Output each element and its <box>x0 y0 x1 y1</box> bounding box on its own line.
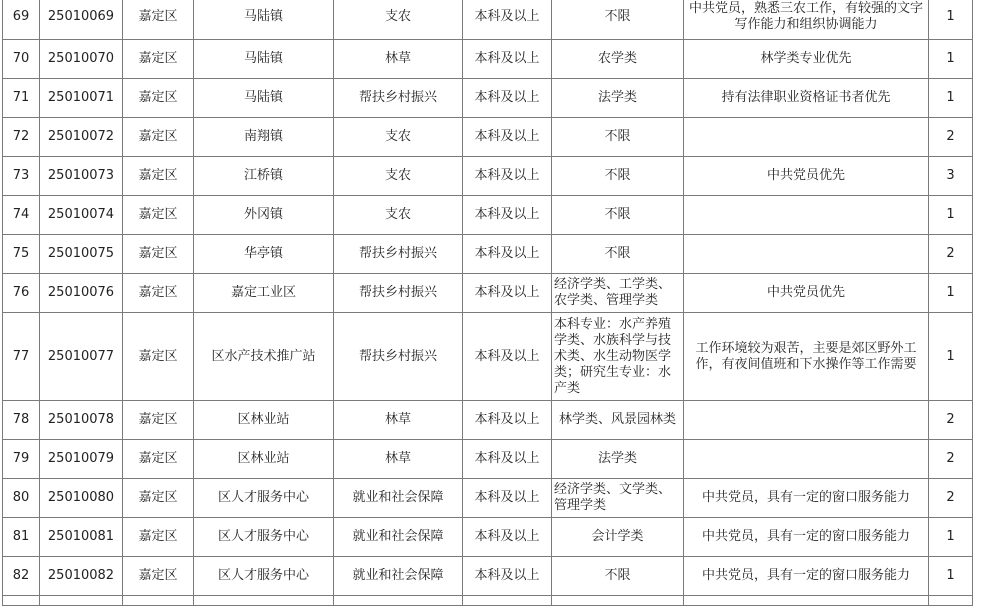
headcount-cell: 1 <box>929 0 973 40</box>
district-cell: 嘉定区 <box>123 479 194 518</box>
district-cell: 嘉定区 <box>123 118 194 157</box>
district-cell: 嘉定区 <box>123 0 194 40</box>
headcount-cell: 1 <box>929 274 973 313</box>
education-cell: 本科及以上 <box>463 401 552 440</box>
education-cell: 本科及以上 <box>463 313 552 401</box>
headcount-cell: 1 <box>929 196 973 235</box>
row-number-cell: 69 <box>3 0 40 40</box>
major-cell: 不限 <box>552 0 684 40</box>
headcount-cell: 3 <box>929 157 973 196</box>
major-cell: 经济学类、工学类、农学类、管理学类 <box>552 274 684 313</box>
position-code-cell: 25010079 <box>40 440 123 479</box>
table-row <box>3 440 973 479</box>
row-number-cell: 75 <box>3 235 40 274</box>
headcount-cell: 2 <box>929 440 973 479</box>
unit-name-cell: 区人才服务中心 <box>194 518 334 557</box>
row-number-cell: 72 <box>3 118 40 157</box>
headcount-cell: 1 <box>929 313 973 401</box>
position-type-cell: 支农 <box>334 0 463 40</box>
requirements-cell: 中共党员，熟悉三农工作，有较强的文字写作能力和组织协调能力 <box>684 0 929 40</box>
position-table <box>2 0 973 606</box>
major-cell: 本科专业：水产养殖学类、水族科学与技术类、水生动物医学类；研究生专业：水产类 <box>552 313 684 401</box>
row-number-cell: 79 <box>3 440 40 479</box>
empty-cell <box>3 596 40 606</box>
position-code-cell: 25010078 <box>40 401 123 440</box>
empty-cell <box>552 596 684 606</box>
major-cell: 不限 <box>552 157 684 196</box>
requirements-cell: 林学类专业优先 <box>684 40 929 79</box>
position-code-cell: 25010069 <box>40 0 123 40</box>
headcount-cell: 1 <box>929 79 973 118</box>
table-row <box>3 40 973 79</box>
unit-name-cell: 华亭镇 <box>194 235 334 274</box>
position-type-cell: 支农 <box>334 118 463 157</box>
unit-name-cell: 外冈镇 <box>194 196 334 235</box>
position-code-cell: 25010073 <box>40 157 123 196</box>
position-code-cell: 25010081 <box>40 518 123 557</box>
district-cell: 嘉定区 <box>123 157 194 196</box>
major-cell: 不限 <box>552 118 684 157</box>
requirements-cell <box>684 196 929 235</box>
position-type-cell: 林草 <box>334 401 463 440</box>
empty-cell <box>194 596 334 606</box>
table-body <box>3 0 973 606</box>
requirements-cell: 中共党员，具有一定的窗口服务能力 <box>684 479 929 518</box>
education-cell: 本科及以上 <box>463 274 552 313</box>
headcount-cell: 1 <box>929 518 973 557</box>
table-row <box>3 235 973 274</box>
headcount-cell: 2 <box>929 479 973 518</box>
table-row <box>3 557 973 596</box>
position-type-cell: 帮扶乡村振兴 <box>334 235 463 274</box>
education-cell: 本科及以上 <box>463 118 552 157</box>
district-cell: 嘉定区 <box>123 79 194 118</box>
table-row <box>3 118 973 157</box>
unit-name-cell: 马陆镇 <box>194 40 334 79</box>
district-cell: 嘉定区 <box>123 401 194 440</box>
row-number-cell: 82 <box>3 557 40 596</box>
district-cell: 嘉定区 <box>123 196 194 235</box>
position-type-cell: 林草 <box>334 440 463 479</box>
table-row <box>3 79 973 118</box>
unit-name-cell: 区林业站 <box>194 401 334 440</box>
district-cell: 嘉定区 <box>123 440 194 479</box>
position-code-cell: 25010071 <box>40 79 123 118</box>
row-number-cell: 78 <box>3 401 40 440</box>
empty-cell <box>40 596 123 606</box>
table-row <box>3 518 973 557</box>
row-number-cell: 74 <box>3 196 40 235</box>
major-cell: 经济学类、文学类、管理学类 <box>552 479 684 518</box>
education-cell: 本科及以上 <box>463 440 552 479</box>
district-cell: 嘉定区 <box>123 518 194 557</box>
education-cell: 本科及以上 <box>463 518 552 557</box>
position-type-cell: 支农 <box>334 196 463 235</box>
unit-name-cell: 南翔镇 <box>194 118 334 157</box>
headcount-cell: 2 <box>929 118 973 157</box>
education-cell: 本科及以上 <box>463 557 552 596</box>
table-row <box>3 157 973 196</box>
major-cell: 农学类 <box>552 40 684 79</box>
position-code-cell: 25010075 <box>40 235 123 274</box>
position-type-cell: 帮扶乡村振兴 <box>334 274 463 313</box>
education-cell: 本科及以上 <box>463 235 552 274</box>
position-code-cell: 25010074 <box>40 196 123 235</box>
education-cell: 本科及以上 <box>463 479 552 518</box>
requirements-cell <box>684 235 929 274</box>
major-cell: 林学类、风景园林类 <box>552 401 684 440</box>
empty-cell <box>929 596 973 606</box>
headcount-cell: 2 <box>929 401 973 440</box>
requirements-cell: 中共党员，具有一定的窗口服务能力 <box>684 557 929 596</box>
empty-cell <box>463 596 552 606</box>
requirements-cell <box>684 401 929 440</box>
position-type-cell: 帮扶乡村振兴 <box>334 313 463 401</box>
unit-name-cell: 江桥镇 <box>194 157 334 196</box>
education-cell: 本科及以上 <box>463 157 552 196</box>
district-cell: 嘉定区 <box>123 235 194 274</box>
major-cell: 不限 <box>552 557 684 596</box>
requirements-cell <box>684 118 929 157</box>
position-type-cell: 林草 <box>334 40 463 79</box>
requirements-cell <box>684 440 929 479</box>
district-cell: 嘉定区 <box>123 40 194 79</box>
unit-name-cell: 嘉定工业区 <box>194 274 334 313</box>
position-code-cell: 25010082 <box>40 557 123 596</box>
row-number-cell: 71 <box>3 79 40 118</box>
empty-cell <box>334 596 463 606</box>
table-row <box>3 313 973 401</box>
table-row <box>3 196 973 235</box>
requirements-cell: 工作环境较为艰苦，主要是郊区野外工作，有夜间值班和下水操作等工作需要 <box>684 313 929 401</box>
unit-name-cell: 区人才服务中心 <box>194 479 334 518</box>
unit-name-cell: 马陆镇 <box>194 0 334 40</box>
major-cell: 不限 <box>552 235 684 274</box>
major-cell: 会计学类 <box>552 518 684 557</box>
district-cell: 嘉定区 <box>123 313 194 401</box>
position-code-cell: 25010072 <box>40 118 123 157</box>
education-cell: 本科及以上 <box>463 196 552 235</box>
position-type-cell: 支农 <box>334 157 463 196</box>
education-cell: 本科及以上 <box>463 40 552 79</box>
row-number-cell: 80 <box>3 479 40 518</box>
position-code-cell: 25010076 <box>40 274 123 313</box>
education-cell: 本科及以上 <box>463 79 552 118</box>
table-row <box>3 401 973 440</box>
headcount-cell: 1 <box>929 40 973 79</box>
empty-cell <box>684 596 929 606</box>
unit-name-cell: 区林业站 <box>194 440 334 479</box>
headcount-cell: 2 <box>929 235 973 274</box>
major-cell: 不限 <box>552 196 684 235</box>
position-type-cell: 就业和社会保障 <box>334 479 463 518</box>
requirements-cell: 中共党员优先 <box>684 157 929 196</box>
district-cell: 嘉定区 <box>123 274 194 313</box>
empty-cell <box>123 596 194 606</box>
row-number-cell: 81 <box>3 518 40 557</box>
position-type-cell: 帮扶乡村振兴 <box>334 79 463 118</box>
row-number-cell: 73 <box>3 157 40 196</box>
requirements-cell: 中共党员，具有一定的窗口服务能力 <box>684 518 929 557</box>
table-row <box>3 0 973 40</box>
row-number-cell: 77 <box>3 313 40 401</box>
district-cell: 嘉定区 <box>123 557 194 596</box>
table-row <box>3 479 973 518</box>
unit-name-cell: 马陆镇 <box>194 79 334 118</box>
position-code-cell: 25010070 <box>40 40 123 79</box>
headcount-cell: 1 <box>929 557 973 596</box>
major-cell: 法学类 <box>552 79 684 118</box>
unit-name-cell: 区人才服务中心 <box>194 557 334 596</box>
row-number-cell: 76 <box>3 274 40 313</box>
major-cell: 法学类 <box>552 440 684 479</box>
education-cell: 本科及以上 <box>463 0 552 40</box>
requirements-cell: 持有法律职业资格证书者优先 <box>684 79 929 118</box>
row-number-cell: 70 <box>3 40 40 79</box>
requirements-cell: 中共党员优先 <box>684 274 929 313</box>
position-type-cell: 就业和社会保障 <box>334 557 463 596</box>
table-row <box>3 274 973 313</box>
position-code-cell: 25010080 <box>40 479 123 518</box>
table-row-partial <box>3 596 973 606</box>
position-type-cell: 就业和社会保障 <box>334 518 463 557</box>
unit-name-cell: 区水产技术推广站 <box>194 313 334 401</box>
position-code-cell: 25010077 <box>40 313 123 401</box>
